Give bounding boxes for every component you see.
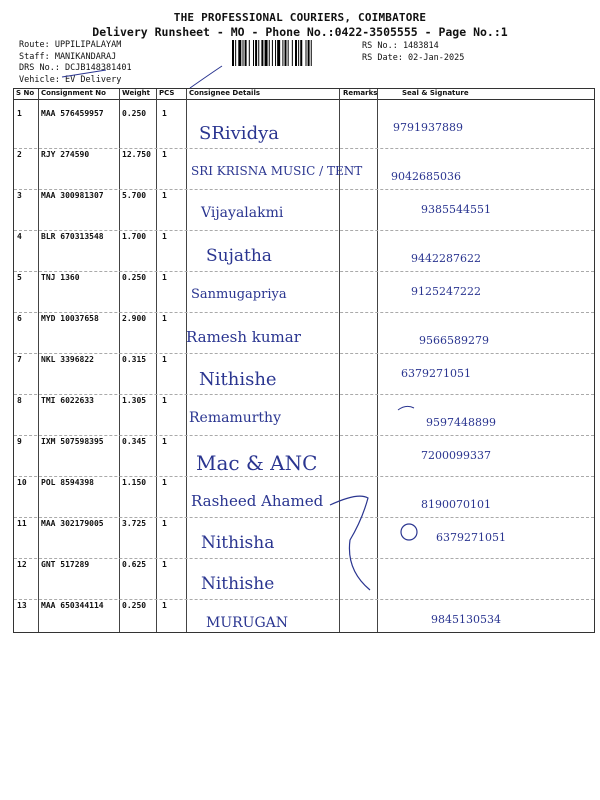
cell-consignment: BLR 670313548 — [41, 232, 104, 241]
signature-handwriting: 9125247222 — [411, 285, 481, 298]
cell-pcs: 1 — [162, 437, 167, 446]
cell-pcs: 1 — [162, 355, 167, 364]
cell-weight: 0.250 — [122, 273, 147, 282]
column-header-remarks: Remarks — [343, 89, 378, 97]
consignee-handwriting: SRI KRISNA MUSIC / TENT — [191, 164, 363, 178]
cell-consignment: IXM 507598395 — [41, 437, 104, 446]
cell-sno: 6 — [17, 314, 22, 323]
runsheet-title: Delivery Runsheet - MO - Phone No.:0422-3505555 - Page No.:1 — [92, 25, 508, 39]
consignee-handwriting: SRividya — [199, 123, 279, 144]
column-header-sno: S No — [16, 89, 35, 97]
cell-weight: 5.700 — [122, 191, 147, 200]
cell-sno: 3 — [17, 191, 22, 200]
cell-pcs: 1 — [162, 478, 167, 487]
cell-consignment: MAA 650344114 — [41, 601, 104, 610]
consignee-handwriting: Ramesh kumar — [186, 328, 301, 346]
consignee-handwriting: MURUGAN — [206, 615, 289, 631]
signature-handwriting: 9442287622 — [411, 252, 481, 265]
cell-sno: 13 — [17, 601, 27, 610]
consignee-handwriting: Remamurthy — [189, 410, 281, 426]
cell-sno: 1 — [17, 109, 22, 118]
cell-consignment: RJY 274590 — [41, 150, 90, 159]
cell-consignment: NKL 3396822 — [41, 355, 94, 364]
cell-consignment: MAA 302179005 — [41, 519, 104, 528]
cell-weight: 0.250 — [122, 601, 147, 610]
cell-pcs: 1 — [162, 560, 167, 569]
cell-pcs: 1 — [162, 191, 167, 200]
signature-handwriting: 9791937889 — [393, 121, 463, 134]
vehicle-label: Vehicle: EV Delivery — [19, 74, 122, 85]
cell-pcs: 1 — [162, 232, 167, 241]
consignee-handwriting: Sujatha — [206, 246, 272, 266]
cell-sno: 8 — [17, 396, 22, 405]
cell-weight: 2.900 — [122, 314, 147, 323]
signature-handwriting: 9385544551 — [421, 203, 491, 216]
signature-handwriting: 9597448899 — [426, 416, 496, 429]
cell-weight: 12.750 — [122, 150, 151, 159]
signature-handwriting: 7200099337 — [421, 449, 491, 462]
signature-handwriting: 8190070101 — [421, 498, 491, 511]
rs-date: RS Date: 02-Jan-2025 — [362, 53, 465, 63]
staff-label: Staff: MANIKANDARAJ — [19, 51, 117, 62]
cell-sno: 5 — [17, 273, 22, 282]
consignee-handwriting: Vijayalakmi — [201, 205, 284, 221]
cell-weight: 1.700 — [122, 232, 147, 241]
drs-label: DRS No.: DCJB148381401 — [19, 63, 132, 73]
signature-handwriting: 6379271051 — [401, 367, 471, 380]
consignee-handwriting: Rasheed Ahamed — [191, 492, 324, 510]
column-header-pcs: PCS — [159, 89, 175, 97]
signature-handwriting: 9845130534 — [431, 613, 501, 626]
company-title: THE PROFESSIONAL COURIERS, COIMBATORE — [173, 11, 427, 24]
cell-consignment: TMI 6022633 — [41, 396, 94, 405]
cell-consignment: TNJ 1360 — [41, 273, 80, 282]
cell-sno: 4 — [17, 232, 22, 241]
column-header-weight: Weight — [122, 89, 150, 97]
cell-sno: 12 — [17, 560, 27, 569]
cell-weight: 1.305 — [122, 396, 147, 405]
cell-sno: 7 — [17, 355, 22, 364]
column-header-signature: Seal & Signature — [402, 89, 469, 97]
cell-consignment: MAA 576459957 — [41, 109, 104, 118]
cell-sno: 11 — [17, 519, 27, 528]
column-header-consignment: Consignment No — [41, 89, 106, 97]
cell-pcs: 1 — [162, 519, 167, 528]
cell-pcs: 1 — [162, 150, 167, 159]
cell-weight: 0.625 — [122, 560, 147, 569]
cell-pcs: 1 — [162, 601, 167, 610]
consignee-handwriting: Sanmugapriya — [191, 287, 287, 302]
cell-pcs: 1 — [162, 109, 167, 118]
cell-weight: 1.150 — [122, 478, 147, 487]
consignee-handwriting: Nithishe — [199, 369, 277, 390]
cell-consignment: MAA 300981307 — [41, 191, 104, 200]
route-label: Route: UPPILIPALAYAM — [19, 40, 122, 50]
cell-pcs: 1 — [162, 314, 167, 323]
cell-sno: 9 — [17, 437, 22, 446]
cell-pcs: 1 — [162, 396, 167, 405]
cell-weight: 3.725 — [122, 519, 147, 528]
cell-pcs: 1 — [162, 273, 167, 282]
signature-handwriting: 9042685036 — [391, 170, 461, 183]
cell-consignment: POL 8594398 — [41, 478, 94, 487]
consignee-handwriting: Nithishe — [201, 574, 275, 594]
cell-consignment: MYD 10037658 — [41, 314, 99, 323]
consignee-handwriting: Mac & ANC — [196, 451, 318, 475]
cell-consignment: GNT 517289 — [41, 560, 90, 569]
cell-sno: 2 — [17, 150, 22, 159]
cell-weight: 0.315 — [122, 355, 147, 364]
cell-weight: 0.250 — [122, 109, 147, 118]
cell-weight: 0.345 — [122, 437, 147, 446]
consignee-handwriting: Nithisha — [201, 533, 275, 553]
column-header-consignee: Consignee Details — [189, 89, 261, 97]
rs-number: RS No.: 1483814 — [362, 41, 439, 51]
signature-handwriting: 9566589279 — [419, 334, 489, 347]
signature-handwriting: 6379271051 — [436, 531, 506, 544]
cell-sno: 10 — [17, 478, 27, 487]
